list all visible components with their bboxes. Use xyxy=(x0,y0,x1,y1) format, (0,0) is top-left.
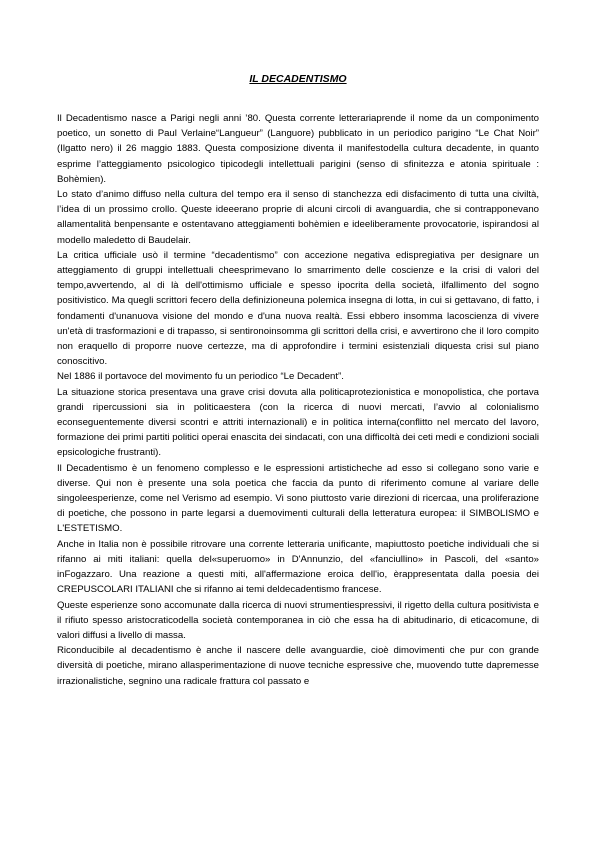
paragraph: Riconducibile al decadentismo è anche il nascere delle avanguardie, cioè dimovimenti che pur con grande diversità di poetiche, mirano allasperimentazione di nuove tecniche espressive che, muovendo tutte dapremesse irrazionalistiche, segnino una radicale frattura col passato e xyxy=(57,645,539,687)
paragraph: Queste esperienze sono accomunate dalla ricerca di nuovi strumentiespressivi, il rigetto della cultura positivista e il rifiuto spesso aristocraticodella società contemporanea in ciò che essa ha di abitudinario, di eticacomune, di valori diffusi a livello di massa. xyxy=(57,599,539,641)
paragraph: La critica ufficiale usò il termine “decadentismo” con accezione negativa edispregiativa per designare un atteggiamento di gruppi intellettuali cheesprimevano lo smarrimento delle coscienze e la crisi di valori del tempo,avvertendo, al di là dell'ottimismo ufficiale e spesso ipocrita della società, ilfallimento del sogno positivistico. Ma quegli scrittori fecero della definizioneuna polemica insegna di lotta, in cui si gettavano, di fatto, i fondamenti d'unanuova visione del mondo e d'una nuova realtà. Essi ebbero insomma lacoscienza di vivere un'età di trasformazioni e di trapasso, si sentironoinsomma gli scrittori della crisi, e avvertirono che il loro compito non eraquello di proporre nuove certezze, ma di approfondire i termini esistenziali diquesta crisi sul piano conoscitivo. xyxy=(57,249,539,368)
paragraph: Il Decadentismo nasce a Parigi negli anni ’80. Questa corrente letterariaprende il nome da un componimento poetico, un sonetto di Paul Verlaine“Langueur” (Languore) pubblicato in un periodico parigino “Le Chat Noir” (Ilgatto nero) il 26 maggio 1883. Questa composizione diventa il manifestodella cultura decadente, in quanto esprime l’atteggiamento psicologico tipicodegli intellettuali parigini (senso di sfinitezza e atonia spirituale : Bohèmien). xyxy=(57,113,539,185)
paragraph: Lo stato d’animo diffuso nella cultura del tempo era il senso di stanchezza edi disfacimento di tutta una civiltà, l’idea di un prossimo crollo. Queste ideeerano proprie di alcuni circoli di avanguardia, che si contrapponevano allamentalità benpensante e ostentavano atteggiamenti bohèmien e ideeliberamente provocatorie, ispirandosi al modello maledetto di Baudelair. xyxy=(57,189,539,246)
document-title: IL DECADENTISMO xyxy=(249,73,347,85)
paragraph: La situazione storica presentava una grave crisi dovuta alla politicaprotezionistica e monopolistica, che portava grandi ripercussioni sia in politicaestera (con la ricerca di nuovi mercati, l’avvio al colonialismo econseguentemente diversi scontri e attriti internazionali) e in politica interna(conflitto nel mercato del lavoro, formazione dei primi partiti politici operai enascita dei sindacati, con una difficoltà dei ceti medi e condizioni sociali epsicologiche frustranti). xyxy=(57,386,539,459)
paragraph: Nel 1886 il portavoce del movimento fu un periodico “Le Decadent”. xyxy=(57,371,344,383)
paragraph: Il Decadentismo è un fenomeno complesso e le espressioni artisticheche ad esso si collegano sono varie e diverse. Qui non è presente una sola poetica che faccia da punto di riferimento comune al variare delle singoleesperienze, come nel Verismo ad esempio. Vi sono piuttosto varie direzioni di ricercaa, una proliferazione di poetiche, che possono in parte legarsi a duemovimenti culturali della letteratura europea: il SIMBOLISMO e L'ESTETISMO. xyxy=(57,462,539,535)
document-body xyxy=(57,111,539,689)
paragraph: Anche in Italia non è possibile ritrovare una corrente letteraria unificante, mapiuttosto poetiche individuali che si rifanno ai miti italiani: quella del«superuomo» in D'Annunzio, del «fanciullino» in Pascoli, del «santo» inFogazzaro. Una reazione a questi miti, all'affermazione eroica dell'io, èrappresentata dalla poesia dei CREPUSCOLARI ITALIANI che si rifanno ai temi deldecadentismo francese. xyxy=(57,538,539,596)
